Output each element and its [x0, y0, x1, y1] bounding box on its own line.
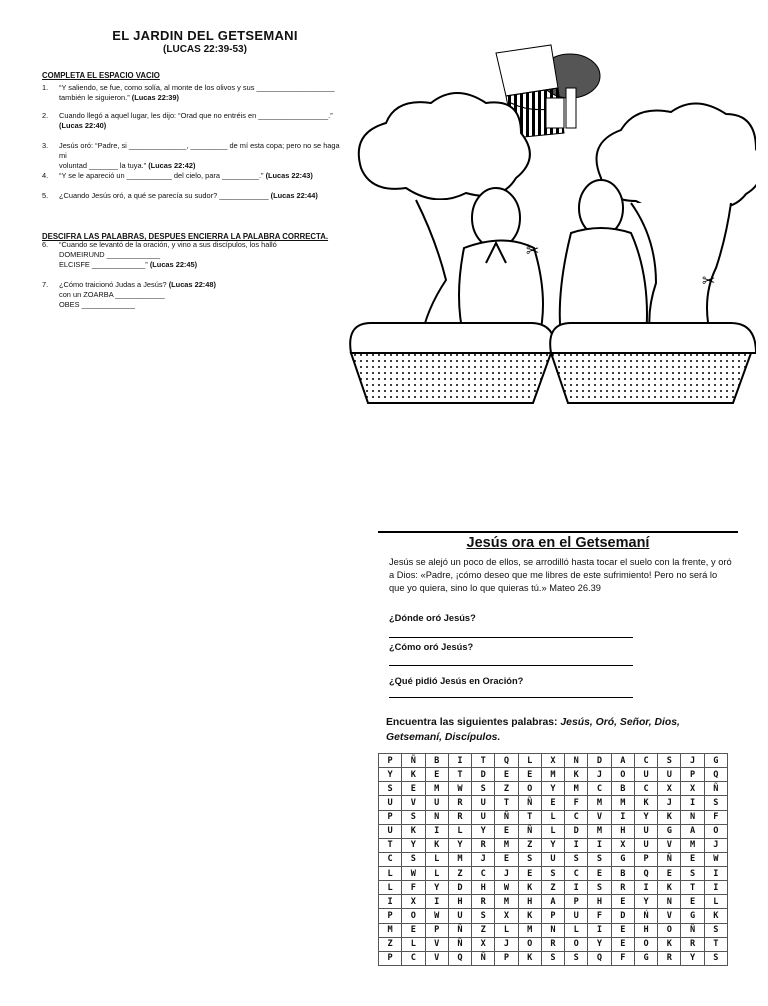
question-number: 2.: [42, 111, 49, 120]
word-search-letter[interactable]: K: [658, 937, 681, 951]
word-search-letter[interactable]: Y: [634, 895, 657, 909]
word-search-letter[interactable]: J: [704, 838, 727, 852]
word-search-letter[interactable]: U: [472, 796, 495, 810]
word-search-letter[interactable]: M: [425, 782, 448, 796]
word-search-letter[interactable]: E: [495, 852, 518, 866]
word-search-letter[interactable]: X: [681, 782, 704, 796]
word-search-letter[interactable]: C: [565, 810, 588, 824]
word-search-letter[interactable]: U: [634, 838, 657, 852]
word-search-letter[interactable]: T: [704, 937, 727, 951]
word-search-letter[interactable]: J: [472, 852, 495, 866]
word-search-letter[interactable]: I: [704, 881, 727, 895]
word-search-letter[interactable]: K: [425, 838, 448, 852]
word-search-letter[interactable]: Y: [634, 810, 657, 824]
word-search-letter[interactable]: M: [541, 768, 564, 782]
word-search-letter[interactable]: S: [704, 951, 727, 965]
word-search-letter[interactable]: I: [681, 796, 704, 810]
question-1: [42, 83, 342, 103]
word-search-letter[interactable]: M: [518, 923, 541, 937]
word-search-letter[interactable]: Ñ: [658, 852, 681, 866]
word-search-letter[interactable]: K: [402, 824, 425, 838]
word-search-letter[interactable]: R: [541, 937, 564, 951]
word-search-letter[interactable]: X: [658, 782, 681, 796]
word-search-row: [379, 852, 728, 866]
word-search-letter[interactable]: T: [379, 838, 402, 852]
word-search-letter[interactable]: W: [402, 867, 425, 881]
word-search-letter[interactable]: S: [472, 909, 495, 923]
word-search-letter[interactable]: E: [495, 824, 518, 838]
word-search-letter[interactable]: D: [611, 909, 634, 923]
word-search-letter[interactable]: Ñ: [495, 810, 518, 824]
title-rule: [378, 531, 738, 533]
word-search-letter[interactable]: U: [565, 909, 588, 923]
word-search-letter[interactable]: M: [495, 838, 518, 852]
word-search-letter[interactable]: H: [448, 895, 471, 909]
word-search-row: [379, 782, 728, 796]
word-search-letter[interactable]: C: [634, 754, 657, 768]
word-search-letter[interactable]: K: [518, 881, 541, 895]
word-search-letter[interactable]: H: [634, 923, 657, 937]
word-search-letter[interactable]: O: [518, 937, 541, 951]
word-search-letter[interactable]: E: [402, 782, 425, 796]
right-base-illustration: [550, 323, 756, 403]
question-number: 4.: [42, 171, 49, 180]
word-search-letter[interactable]: R: [681, 937, 704, 951]
question-citation: (Lucas 22:44): [270, 191, 318, 200]
word-search-letter[interactable]: Q: [704, 768, 727, 782]
word-search-letter[interactable]: Q: [495, 754, 518, 768]
word-search-letter[interactable]: M: [611, 796, 634, 810]
word-search-letter[interactable]: L: [565, 923, 588, 937]
question-text: también le siguieron.”: [59, 93, 130, 102]
word-search-letter[interactable]: B: [611, 782, 634, 796]
word-search-letter[interactable]: Q: [588, 951, 611, 965]
word-search-letter[interactable]: T: [472, 754, 495, 768]
word-search-row: [379, 838, 728, 852]
word-search-letter[interactable]: V: [658, 838, 681, 852]
word-search-letter[interactable]: P: [634, 852, 657, 866]
word-search-letter[interactable]: Ñ: [448, 923, 471, 937]
question-text: Jesús oró: “Padre, si ______________, _________ de mí esta copa; pero no se haga mi: [59, 141, 340, 160]
word-search-letter[interactable]: L: [448, 824, 471, 838]
word-search-letter[interactable]: E: [611, 895, 634, 909]
word-search-row: [379, 768, 728, 782]
word-search-row: [379, 824, 728, 838]
word-search-letter[interactable]: Y: [379, 768, 402, 782]
scissors-icon: ✂: [702, 271, 716, 290]
word-search-letter[interactable]: P: [565, 895, 588, 909]
question-where: ¿Dónde oró Jesús?: [389, 613, 476, 623]
word-search-letter[interactable]: Z: [472, 923, 495, 937]
word-search-letter[interactable]: T: [495, 796, 518, 810]
question-citation: (Lucas 22:42): [148, 161, 196, 170]
word-search-letter[interactable]: X: [495, 909, 518, 923]
word-search-letter[interactable]: V: [425, 937, 448, 951]
word-search-letter[interactable]: E: [541, 796, 564, 810]
word-search-letter[interactable]: D: [565, 824, 588, 838]
word-search-letter[interactable]: M: [588, 796, 611, 810]
lesson-title: Jesús ora en el Getsemaní: [466, 535, 650, 551]
word-search-letter[interactable]: S: [541, 951, 564, 965]
word-search-letter[interactable]: Q: [448, 951, 471, 965]
word-search-letter[interactable]: R: [448, 796, 471, 810]
word-search-letter[interactable]: S: [588, 881, 611, 895]
word-search-letter[interactable]: I: [611, 810, 634, 824]
word-search-letter[interactable]: H: [518, 895, 541, 909]
word-search-letter[interactable]: R: [472, 838, 495, 852]
word-search-letter[interactable]: N: [541, 923, 564, 937]
word-search-letter[interactable]: M: [448, 852, 471, 866]
word-search-letter[interactable]: Ñ: [472, 951, 495, 965]
word-search-letter[interactable]: V: [425, 951, 448, 965]
word-search-letter[interactable]: F: [611, 951, 634, 965]
word-search-letter[interactable]: C: [472, 867, 495, 881]
find-words-instruction: [386, 715, 736, 745]
word-search-letter[interactable]: E: [681, 852, 704, 866]
word-search-letter[interactable]: P: [681, 768, 704, 782]
word-search-row: [379, 923, 728, 937]
word-search-letter[interactable]: Z: [448, 867, 471, 881]
scrambled-word: OBES _____________: [59, 300, 136, 309]
word-search-letter[interactable]: K: [704, 909, 727, 923]
answer-line[interactable]: [389, 665, 633, 666]
word-search-letter[interactable]: C: [402, 951, 425, 965]
word-search-letter[interactable]: U: [634, 768, 657, 782]
word-search-letter[interactable]: V: [402, 796, 425, 810]
word-search-letter[interactable]: L: [541, 810, 564, 824]
word-search-letter[interactable]: N: [658, 895, 681, 909]
question-text: “Y se le apareció un ___________ del cielo, para _________.”: [59, 171, 264, 180]
word-search-letter[interactable]: P: [379, 951, 402, 965]
word-search-letter[interactable]: E: [658, 867, 681, 881]
word-search-letter[interactable]: L: [379, 867, 402, 881]
question-3: [42, 141, 342, 171]
word-search-row: [379, 810, 728, 824]
question-text: voluntad _______ la tuya.”: [59, 161, 147, 170]
scripture-passage: Jesús se alejó un poco de ellos, se arrodilló hasta tocar el suelo con la frente, y oró a Dios: «Padre, ¡cómo deseo que me libres de este sufrimiento! Pero no será lo que yo quiera, sino lo que quieras tú.» Mateo 26.39: [389, 557, 732, 594]
word-search-letter[interactable]: E: [611, 937, 634, 951]
word-search-letter[interactable]: S: [541, 867, 564, 881]
word-search-letter[interactable]: P: [495, 951, 518, 965]
word-search-letter[interactable]: I: [588, 923, 611, 937]
question-text: ¿Cómo traicionó Judas a Jesús?: [59, 280, 167, 289]
word-search-row: [379, 881, 728, 895]
word-search-row: [379, 895, 728, 909]
word-search-letter[interactable]: W: [495, 881, 518, 895]
word-search-letter[interactable]: R: [448, 810, 471, 824]
word-search-letter[interactable]: K: [634, 796, 657, 810]
word-search-letter[interactable]: N: [425, 810, 448, 824]
scrambled-word: DOMEIRUND _____________: [59, 250, 161, 259]
word-search-letter[interactable]: E: [518, 867, 541, 881]
question-citation: (Lucas 22:39): [131, 93, 179, 102]
word-search-letter[interactable]: U: [379, 824, 402, 838]
word-search-letter[interactable]: S: [472, 782, 495, 796]
question-6: [42, 240, 342, 270]
word-search-letter[interactable]: S: [704, 923, 727, 937]
word-search-letter[interactable]: O: [402, 909, 425, 923]
word-search-letter[interactable]: C: [588, 782, 611, 796]
word-search-letter[interactable]: I: [634, 881, 657, 895]
word-search-letter[interactable]: J: [658, 796, 681, 810]
word-search-letter[interactable]: R: [611, 881, 634, 895]
word-search-letter[interactable]: G: [704, 754, 727, 768]
word-search-letter[interactable]: D: [448, 881, 471, 895]
question-text: “Cuando se levantó de la oración, y vino a sus discípulos, los halló: [59, 240, 277, 249]
word-search-letter[interactable]: M: [379, 923, 402, 937]
word-search-letter[interactable]: L: [402, 937, 425, 951]
word-search-letter[interactable]: O: [611, 768, 634, 782]
question-text: ¿Cuando Jesús oró, a qué se parecía su sudor? ____________: [59, 191, 269, 200]
word-search-letter[interactable]: I: [425, 895, 448, 909]
word-search-letter[interactable]: O: [565, 937, 588, 951]
word-search-letter[interactable]: C: [634, 782, 657, 796]
find-words-label: Encuentra las siguientes palabras:: [386, 717, 558, 728]
word-search-letter[interactable]: E: [611, 923, 634, 937]
word-search-letter[interactable]: E: [495, 768, 518, 782]
word-search-letter[interactable]: L: [495, 923, 518, 937]
word-search-row: [379, 937, 728, 951]
question-4: [42, 171, 342, 181]
word-search-letter[interactable]: Y: [425, 881, 448, 895]
word-search-letter[interactable]: Ñ: [704, 782, 727, 796]
question-2: [42, 111, 342, 131]
section-heading-complete: COMPLETA EL ESPACIO VACIO: [42, 71, 160, 80]
word-search-letter[interactable]: E: [518, 768, 541, 782]
word-search-letter[interactable]: L: [518, 754, 541, 768]
word-search-letter[interactable]: Ñ: [518, 824, 541, 838]
question-5: [42, 191, 342, 201]
word-search-letter[interactable]: A: [681, 824, 704, 838]
word-search-letter[interactable]: Ń: [634, 909, 657, 923]
word-search-letter[interactable]: S: [565, 951, 588, 965]
word-search-letter[interactable]: B: [611, 867, 634, 881]
word-search-letter[interactable]: J: [681, 754, 704, 768]
word-search-letter[interactable]: O: [658, 923, 681, 937]
word-search-letter[interactable]: Y: [681, 951, 704, 965]
word-search-letter[interactable]: X: [541, 754, 564, 768]
question-citation: (Lucas 22:45): [149, 260, 198, 269]
word-search-letter[interactable]: G: [681, 909, 704, 923]
scrambled-word: con un ZOARBA ____________: [59, 290, 165, 299]
word-search-letter[interactable]: F: [402, 881, 425, 895]
word-search-letter[interactable]: W: [704, 852, 727, 866]
question-citation: (Lucas 22:43): [265, 171, 313, 180]
word-search-letter[interactable]: S: [681, 867, 704, 881]
word-search-letter[interactable]: I: [379, 895, 402, 909]
word-search-letter[interactable]: Ñ: [402, 754, 425, 768]
worksheet-title: EL JARDIN DEL GETSEMANI: [112, 28, 298, 43]
word-search-letter[interactable]: U: [379, 796, 402, 810]
word-search-letter[interactable]: S: [588, 852, 611, 866]
word-search-letter[interactable]: K: [565, 768, 588, 782]
question-number: 6.: [42, 240, 49, 249]
word-search-letter[interactable]: L: [704, 895, 727, 909]
word-search-letter[interactable]: L: [425, 852, 448, 866]
word-search-letter[interactable]: S: [402, 852, 425, 866]
word-search-letter[interactable]: X: [402, 895, 425, 909]
word-search-letter[interactable]: M: [681, 838, 704, 852]
word-search-letter[interactable]: M: [565, 782, 588, 796]
word-search-letter[interactable]: G: [611, 852, 634, 866]
word-search-letter[interactable]: I: [588, 838, 611, 852]
word-search-letter[interactable]: O: [634, 937, 657, 951]
answer-line[interactable]: [389, 697, 633, 698]
question-what: ¿Qué pidió Jesús en Oración?: [389, 676, 524, 686]
word-search-letter[interactable]: I: [565, 881, 588, 895]
word-search-letter[interactable]: I: [565, 838, 588, 852]
word-search-letter[interactable]: D: [472, 768, 495, 782]
word-search-letter[interactable]: U: [658, 768, 681, 782]
garden-illustration: [346, 28, 756, 408]
word-search-row: [379, 754, 728, 768]
word-search-letter[interactable]: K: [402, 768, 425, 782]
word-search-row: [379, 796, 728, 810]
word-search-letter[interactable]: G: [634, 951, 657, 965]
word-search-letter[interactable]: Y: [541, 782, 564, 796]
word-search-letter[interactable]: S: [379, 782, 402, 796]
word-search-row: [379, 909, 728, 923]
word-search-letter[interactable]: C: [379, 852, 402, 866]
worksheet-reference: (LUCAS 22:39-53): [163, 44, 247, 55]
word-search-letter[interactable]: L: [425, 867, 448, 881]
word-search-letter[interactable]: R: [658, 951, 681, 965]
word-search-letter[interactable]: N: [565, 754, 588, 768]
word-search-letter[interactable]: W: [425, 909, 448, 923]
word-search-letter[interactable]: U: [448, 909, 471, 923]
word-search-letter[interactable]: E: [425, 768, 448, 782]
word-search-letter[interactable]: S: [565, 852, 588, 866]
word-search-letter[interactable]: Ñ: [681, 923, 704, 937]
word-search-letter[interactable]: L: [379, 881, 402, 895]
word-search-letter[interactable]: B: [425, 754, 448, 768]
word-search-letter[interactable]: P: [379, 754, 402, 768]
word-search-letter[interactable]: F: [704, 810, 727, 824]
word-search-letter[interactable]: E: [681, 895, 704, 909]
word-search-letter[interactable]: P: [425, 923, 448, 937]
word-search-letter[interactable]: T: [448, 768, 471, 782]
word-search-letter[interactable]: T: [518, 810, 541, 824]
word-search-letter[interactable]: Z: [495, 782, 518, 796]
word-search-letter[interactable]: Q: [634, 867, 657, 881]
word-search-letter[interactable]: H: [588, 895, 611, 909]
word-search-letter[interactable]: X: [611, 838, 634, 852]
word-search-letter[interactable]: G: [658, 824, 681, 838]
word-search-letter[interactable]: T: [681, 881, 704, 895]
question-citation: (Lucas 22:48): [168, 280, 216, 289]
word-search-letter[interactable]: L: [541, 824, 564, 838]
question-number: 5.: [42, 191, 49, 200]
word-search-letter[interactable]: U: [541, 852, 564, 866]
word-search-letter[interactable]: S: [518, 852, 541, 866]
word-search-letter[interactable]: K: [658, 810, 681, 824]
word-search-letter[interactable]: E: [402, 923, 425, 937]
word-search-letter[interactable]: R: [472, 895, 495, 909]
word-search-letter[interactable]: C: [565, 867, 588, 881]
word-search-letter[interactable]: S: [704, 796, 727, 810]
word-search-letter[interactable]: U: [634, 824, 657, 838]
word-search-letter[interactable]: Y: [541, 838, 564, 852]
word-search-letter[interactable]: Y: [472, 824, 495, 838]
word-search-letter[interactable]: H: [472, 881, 495, 895]
question-how: ¿Cómo oró Jesús?: [389, 642, 474, 652]
section-heading-unscramble: DESCIFRA LAS PALABRAS, DESPUES ENCIERRA LA PALABRA CORRECTA.: [42, 232, 329, 241]
question-text: “Y saliendo, se fue, como solía, al monte de los olivos y sus ___________________: [59, 83, 335, 92]
word-search-letter[interactable]: Y: [448, 838, 471, 852]
word-search-letter[interactable]: M: [495, 895, 518, 909]
left-base-illustration: [350, 323, 556, 403]
word-search-letter[interactable]: I: [425, 824, 448, 838]
answer-line[interactable]: [389, 637, 633, 638]
word-search-letter[interactable]: M: [588, 824, 611, 838]
word-search-letter[interactable]: J: [588, 768, 611, 782]
word-search-letter[interactable]: V: [658, 909, 681, 923]
word-search-row: [379, 951, 728, 965]
word-search-letter[interactable]: P: [541, 909, 564, 923]
word-search-letter[interactable]: S: [402, 810, 425, 824]
word-search-letter[interactable]: K: [518, 951, 541, 965]
word-search-letter[interactable]: Z: [379, 937, 402, 951]
word-search-letter[interactable]: A: [541, 895, 564, 909]
question-number: 7.: [42, 280, 49, 289]
word-search-letter[interactable]: J: [495, 867, 518, 881]
scissors-icon: ✂: [526, 241, 540, 260]
word-search-letter[interactable]: O: [518, 782, 541, 796]
word-search-letter[interactable]: Z: [518, 838, 541, 852]
word-search-letter[interactable]: Ñ: [518, 796, 541, 810]
word-search-letter[interactable]: F: [588, 909, 611, 923]
word-search-letter[interactable]: Y: [588, 937, 611, 951]
word-search-letter[interactable]: I: [448, 754, 471, 768]
word-search-letter[interactable]: D: [588, 754, 611, 768]
word-search-letter[interactable]: O: [704, 824, 727, 838]
word-search-row: [379, 867, 728, 881]
question-number: 3.: [42, 141, 49, 150]
word-search-letter[interactable]: I: [704, 867, 727, 881]
word-search-letter[interactable]: S: [658, 754, 681, 768]
word-search-letter[interactable]: A: [611, 754, 634, 768]
question-citation: (Lucas 22:40): [59, 121, 107, 130]
word-search-letter[interactable]: Y: [402, 838, 425, 852]
question-7: [42, 280, 342, 310]
word-search-letter[interactable]: H: [611, 824, 634, 838]
word-search-letter[interactable]: Ñ: [448, 937, 471, 951]
word-search-letter[interactable]: X: [472, 937, 495, 951]
word-search-letter[interactable]: U: [425, 796, 448, 810]
word-search-letter[interactable]: F: [565, 796, 588, 810]
word-search-letter[interactable]: E: [588, 867, 611, 881]
word-search-letter[interactable]: V: [588, 810, 611, 824]
word-search-letter[interactable]: J: [495, 937, 518, 951]
word-search-letter[interactable]: W: [448, 782, 471, 796]
word-search-letter[interactable]: N: [681, 810, 704, 824]
word-search-letter[interactable]: P: [379, 909, 402, 923]
word-search-letter[interactable]: K: [518, 909, 541, 923]
find-words-list: Jesús, Oró, Señor, Dios, Getsemaní, Discípulos.: [386, 717, 680, 743]
word-search-letter[interactable]: P: [379, 810, 402, 824]
scrambled-word: ELCISFE _____________”: [59, 260, 148, 269]
word-search-letter[interactable]: U: [472, 810, 495, 824]
word-search-letter[interactable]: K: [658, 881, 681, 895]
question-text: Cuando llegó a aquel lugar, les dijo: “Orad que no entréis en _________________.”: [59, 111, 333, 120]
word-search-letter[interactable]: Z: [541, 881, 564, 895]
question-number: 1.: [42, 83, 49, 92]
word-search-grid: [378, 753, 728, 966]
